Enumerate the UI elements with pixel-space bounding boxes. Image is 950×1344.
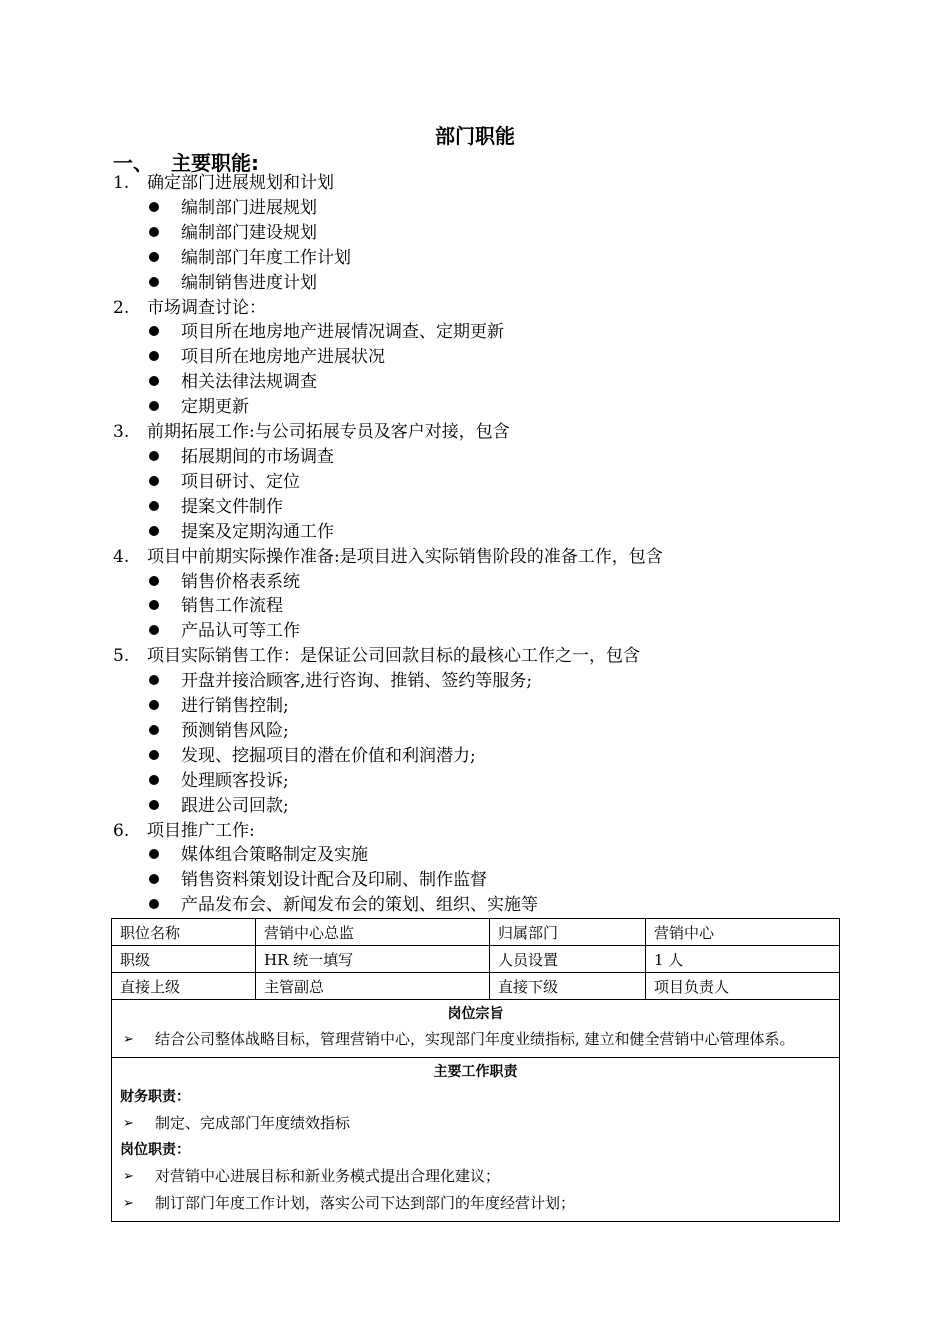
function-subitem xyxy=(113,495,853,520)
bullet-dot-icon xyxy=(149,501,159,511)
function-subitem xyxy=(113,619,853,644)
bullet-dot-icon xyxy=(149,351,159,361)
table-row xyxy=(112,946,840,973)
subitem-text: 销售资料策划设计配合及印刷、制作监督 xyxy=(181,870,487,891)
post-duty-item xyxy=(120,1190,831,1217)
bullet-dot-icon xyxy=(149,401,159,411)
finance-duty-text: 制定、完成部门年度绩效指标 xyxy=(155,1114,351,1132)
table-cell: 人员设置 xyxy=(490,946,646,973)
function-list xyxy=(113,171,853,918)
table-cell: 职级 xyxy=(112,946,256,973)
bullet-dot-icon xyxy=(149,326,159,336)
function-number: 2. xyxy=(113,297,130,318)
subitem-text: 媒体组合策略制定及实施 xyxy=(181,845,368,866)
function-subitem xyxy=(113,669,853,694)
bullet-dot-icon xyxy=(149,874,159,884)
function-subitem xyxy=(113,246,853,271)
arrow-bullet-icon: ➢ xyxy=(123,1116,134,1131)
subitem-text: 编制部门年度工作计划 xyxy=(181,247,351,268)
bullet-dot-icon xyxy=(149,526,159,536)
post-duty-item xyxy=(120,1163,831,1190)
function-subitem xyxy=(113,370,853,395)
post-duty-text: 对营销中心进展目标和新业务模式提出合理化建议； xyxy=(155,1167,501,1185)
section-title: 主要职能: xyxy=(171,151,259,175)
purpose-text: 结合公司整体战略目标，管理营销中心，实现部门年度业绩指标, 建立和健全营销中心管理体系。 xyxy=(155,1030,795,1048)
post-duty-text: 制订部门年度工作计划，落实公司下达到部门的年度经营计划； xyxy=(155,1194,576,1212)
bullet-dot-icon xyxy=(149,451,159,461)
function-subitem xyxy=(113,893,853,918)
subitem-text: 编制部门进展规划 xyxy=(181,197,317,218)
bullet-dot-icon xyxy=(149,725,159,735)
function-item xyxy=(113,171,853,196)
function-subitem xyxy=(113,470,853,495)
purpose-title: 岗位宗旨 xyxy=(447,1006,504,1022)
subitem-text: 发现、挖掘项目的潜在价值和利润潜力; xyxy=(181,745,476,766)
function-label: 项目实际销售工作：是保证公司回款目标的最核心工作之一，包含 xyxy=(147,646,640,667)
function-subitem xyxy=(113,345,853,370)
function-number: 6. xyxy=(113,820,130,841)
function-subitem xyxy=(113,271,853,296)
function-label: 前期拓展工作:与公司拓展专员及客户对接，包含 xyxy=(147,422,510,443)
duties-title: 主要工作职责 xyxy=(433,1064,518,1080)
finance-duty-item xyxy=(120,1110,831,1137)
function-label: 项目中前期实际操作准备:是项目进入实际销售阶段的准备工作，包含 xyxy=(147,546,663,567)
bullet-dot-icon xyxy=(149,625,159,635)
bullet-dot-icon xyxy=(149,376,159,386)
subitem-text: 预测销售风险; xyxy=(181,720,289,741)
table-cell: 主管副总 xyxy=(256,973,490,1000)
page-title: 部门职能 xyxy=(435,124,515,148)
subitem-text: 相关法律法规调查 xyxy=(181,372,317,393)
function-subitem xyxy=(113,445,853,470)
table-cell: HR 统一填写 xyxy=(256,946,490,973)
table-row xyxy=(112,919,840,946)
bullet-dot-icon xyxy=(149,849,159,859)
function-number: 4. xyxy=(113,546,130,567)
function-item xyxy=(113,296,853,321)
subitem-text: 开盘并接洽顾客,进行咨询、推销、签约等服务; xyxy=(181,671,533,692)
table-cell: 1 人 xyxy=(646,946,840,973)
function-subitem xyxy=(113,694,853,719)
arrow-bullet-icon: ➢ xyxy=(123,1032,134,1047)
function-label: 确定部门进展规划和计划 xyxy=(147,173,334,193)
arrow-bullet-icon: ➢ xyxy=(123,1196,134,1211)
function-subitem xyxy=(113,744,853,769)
subitem-text: 项目研讨、定位 xyxy=(181,471,300,492)
bullet-dot-icon xyxy=(149,476,159,486)
purpose-cell xyxy=(112,1000,840,1058)
duties-cell xyxy=(112,1058,840,1222)
subitem-text: 项目所在地房地产进展情况调查、定期更新 xyxy=(181,322,504,343)
job-description-table xyxy=(111,918,840,1222)
purpose-item xyxy=(120,1026,831,1053)
subitem-text: 编制部门建设规划 xyxy=(181,222,317,243)
function-item xyxy=(113,819,853,844)
function-item xyxy=(113,644,853,669)
subitem-text: 产品发布会、新闻发布会的策划、组织、实施等 xyxy=(181,895,538,916)
subitem-text: 销售价格表系统 xyxy=(181,571,300,592)
table-cell: 直接下级 xyxy=(490,973,646,1000)
subitem-text: 定期更新 xyxy=(181,397,249,418)
function-subitem xyxy=(113,395,853,420)
function-subitem xyxy=(113,221,853,246)
table-row xyxy=(112,973,840,1000)
function-number: 1. xyxy=(113,173,130,193)
subitem-text: 进行销售控制; xyxy=(181,696,289,717)
finance-duties-title: 财务职责： xyxy=(120,1089,190,1105)
table-cell: 营销中心 xyxy=(646,919,840,946)
bullet-dot-icon xyxy=(149,252,159,262)
bullet-dot-icon xyxy=(149,675,159,685)
bullet-dot-icon xyxy=(149,576,159,586)
function-subitem xyxy=(113,196,853,221)
subitem-text: 跟进公司回款; xyxy=(181,795,289,816)
subitem-text: 产品认可等工作 xyxy=(181,621,300,642)
function-subitem xyxy=(113,794,853,819)
function-item xyxy=(113,420,853,445)
subitem-text: 销售工作流程 xyxy=(181,596,283,617)
bullet-dot-icon xyxy=(149,800,159,810)
function-subitem xyxy=(113,570,853,595)
function-subitem xyxy=(113,868,853,893)
function-label: 市场调查讨论： xyxy=(147,297,266,318)
function-subitem xyxy=(113,520,853,545)
function-subitem xyxy=(113,843,853,868)
table-cell: 直接上级 xyxy=(112,973,256,1000)
purpose-row xyxy=(112,1000,840,1058)
duties-row xyxy=(112,1058,840,1222)
subitem-text: 项目所在地房地产进展状况 xyxy=(181,347,385,368)
function-subitem xyxy=(113,769,853,794)
bullet-dot-icon xyxy=(149,775,159,785)
bullet-dot-icon xyxy=(149,600,159,610)
bullet-dot-icon xyxy=(149,700,159,710)
bullet-dot-icon xyxy=(149,202,159,212)
table-cell: 职位名称 xyxy=(112,919,256,946)
function-number: 3. xyxy=(113,422,130,443)
section-number: 一、 xyxy=(113,151,153,175)
function-number: 5. xyxy=(113,646,130,667)
bullet-dot-icon xyxy=(149,750,159,760)
bullet-dot-icon xyxy=(149,277,159,287)
table-cell: 归属部门 xyxy=(490,919,646,946)
post-duties-title: 岗位职责： xyxy=(120,1142,190,1158)
subitem-text: 提案文件制作 xyxy=(181,496,283,517)
subitem-text: 拓展期间的市场调查 xyxy=(181,446,334,467)
subitem-text: 处理顾客投诉; xyxy=(181,770,289,791)
function-subitem xyxy=(113,594,853,619)
arrow-bullet-icon: ➢ xyxy=(123,1169,134,1184)
table-cell: 营销中心总监 xyxy=(256,919,490,946)
function-subitem xyxy=(113,719,853,744)
bullet-dot-icon xyxy=(149,227,159,237)
subitem-text: 提案及定期沟通工作 xyxy=(181,521,334,542)
subitem-text: 编制销售进度计划 xyxy=(181,272,317,293)
bullet-dot-icon xyxy=(149,899,159,909)
function-label: 项目推广工作: xyxy=(147,820,255,841)
function-subitem xyxy=(113,320,853,345)
function-item xyxy=(113,545,853,570)
table-cell: 项目负责人 xyxy=(646,973,840,1000)
